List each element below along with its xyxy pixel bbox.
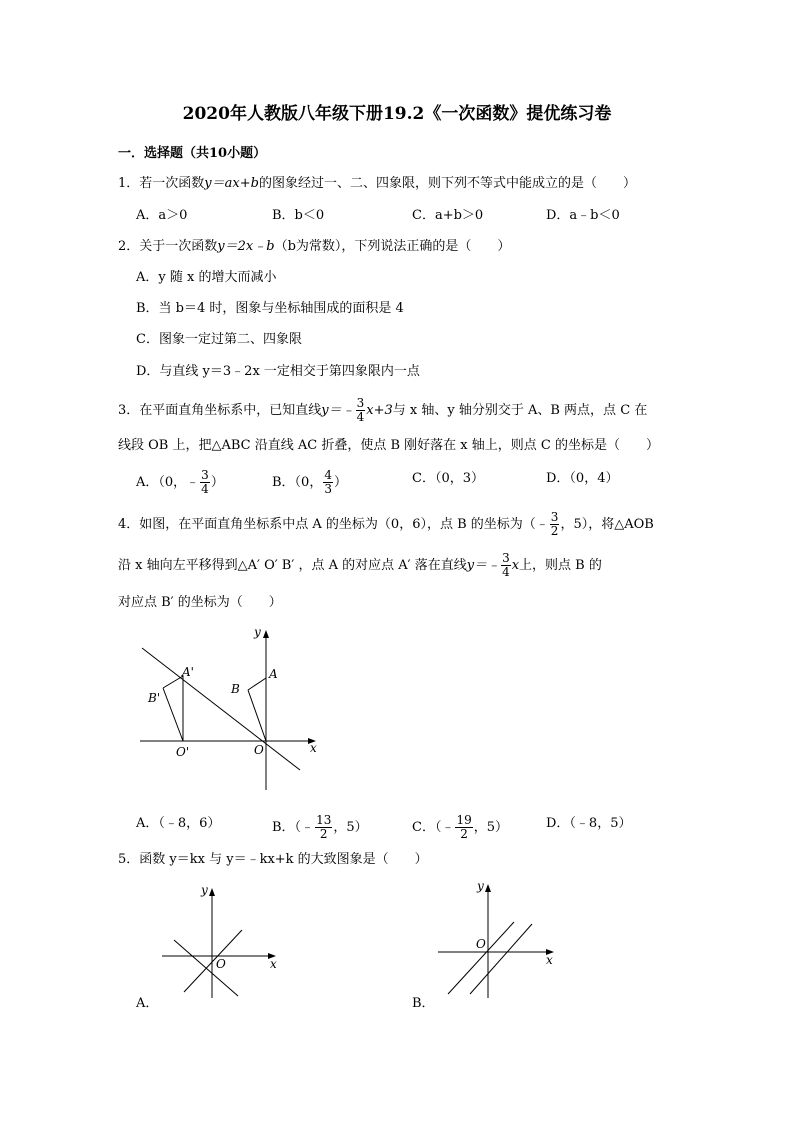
q5-graph-b xyxy=(434,876,564,1000)
graph-a-label-o: O xyxy=(216,957,226,971)
graph-b-label-x: x xyxy=(546,953,553,967)
graph-a-label-x: x xyxy=(270,957,277,971)
q4-option-a: A．（﹣8，6） xyxy=(136,816,221,831)
q1-option-c: C．a+b＞0 xyxy=(412,208,484,223)
graph-b-line-2 xyxy=(470,924,532,994)
q5-option-b-label: B． xyxy=(412,996,435,1011)
section-heading: 一．选择题（共10小题） xyxy=(118,146,267,161)
label-A-prime: A' xyxy=(182,665,194,679)
q3-option-b: B．（0， $\frac{4}{3}$ ） xyxy=(272,468,347,496)
segment-AB xyxy=(248,678,266,690)
label-x: x xyxy=(310,741,317,755)
question-1-stem: 1．若一次函数y＝ax+b的图象经过一、二、四象限，则下列不等式中能成立的是（ ） xyxy=(118,176,636,191)
question-3-line-1: 3．在平面直角坐标系中，已知直线y＝﹣ $\frac{3}{4}$ x+3与 x 轴、y 轴分别交于 A、B 两点，点 C 在 xyxy=(118,396,648,424)
document-title: 2020年人教版八年级下册19.2《一次函数》提优练习卷 xyxy=(182,104,612,124)
q1-option-b: B．b＜0 xyxy=(272,208,325,223)
q2-option-d: D．与直线 y＝3﹣2x 一定相交于第四象限内一点 xyxy=(136,364,420,379)
q2-option-c: C．图象一定过第二、四象限 xyxy=(136,332,302,347)
q4-option-d: D．（﹣8，5） xyxy=(546,816,632,831)
graph-b-label-o: O xyxy=(476,937,486,951)
q2-option-a: A．y 随 x 的增大而减小 xyxy=(136,270,277,285)
q3-option-d: D．（0，4） xyxy=(546,471,619,486)
q4-option-c: C．（﹣ $\frac{19}{2}$ ，5） xyxy=(412,813,509,841)
graph-b-y-arrow xyxy=(485,884,491,892)
graph-a-line-increasing xyxy=(184,930,242,992)
q5-option-a-label: A． xyxy=(136,996,159,1011)
q2-option-b: B．当 b＝4 时，图象与坐标轴围成的面积是 4 xyxy=(136,301,404,316)
label-O: O xyxy=(254,743,264,757)
question-4-line-2: 沿 x 轴向左平移得到△A′ O′ B′ ，点 A 的对应点 A′ 落在直线y＝﹣ $\frac{3}{4}$ x上，则点 B 的 xyxy=(118,551,602,579)
graph-b-label-y: y xyxy=(477,879,484,893)
graph-a-label-y: y xyxy=(201,883,208,897)
q1-option-a: A．a＞0 xyxy=(136,208,188,223)
question-2-stem: 2．关于一次函数y＝2x﹣b（b为常数），下列说法正确的是（ ） xyxy=(118,239,511,254)
segment-BO xyxy=(248,690,266,741)
q3-option-a: A．（0，﹣ $\frac{3}{4}$ ） xyxy=(136,468,224,496)
question-4-line-3: 对应点 B′ 的坐标为（ ） xyxy=(118,595,282,610)
segment-A-prime-B-prime xyxy=(163,676,183,688)
y-axis-arrow xyxy=(263,630,269,638)
graph-a-y-arrow xyxy=(209,888,215,896)
q3-option-c: C．（0，3） xyxy=(412,471,484,486)
label-A: A xyxy=(269,667,278,681)
q1-option-d: D．a﹣b＜0 xyxy=(546,208,620,223)
q4-coordinate-figure xyxy=(130,620,330,800)
question-5-stem: 5．函数 y＝kx 与 y＝﹣kx+k 的大致图象是（ ） xyxy=(118,852,428,867)
question-4-line-1: 4．如图，在平面直角坐标系中点 A 的坐标为（0，6），点 B 的坐标为（﹣ $\frac{3}{2}$ ，5），将△AOB xyxy=(118,510,654,538)
question-3-line-2: 线段 OB 上，把△ABC 沿直线 AC 折叠，使点 B 刚好落在 x 轴上，则点 C 的坐标是（ ） xyxy=(118,438,659,453)
label-B-prime: B' xyxy=(148,691,161,705)
label-y: y xyxy=(254,625,261,639)
graph-b-line-1 xyxy=(448,922,514,994)
segment-B-prime-O-prime xyxy=(163,688,183,741)
q4-option-b: B．（﹣ $\frac{13}{2}$ ，5） xyxy=(272,813,368,841)
label-B: B xyxy=(231,682,240,696)
q5-graph-a xyxy=(158,880,286,1000)
label-O-prime: O' xyxy=(176,745,190,759)
